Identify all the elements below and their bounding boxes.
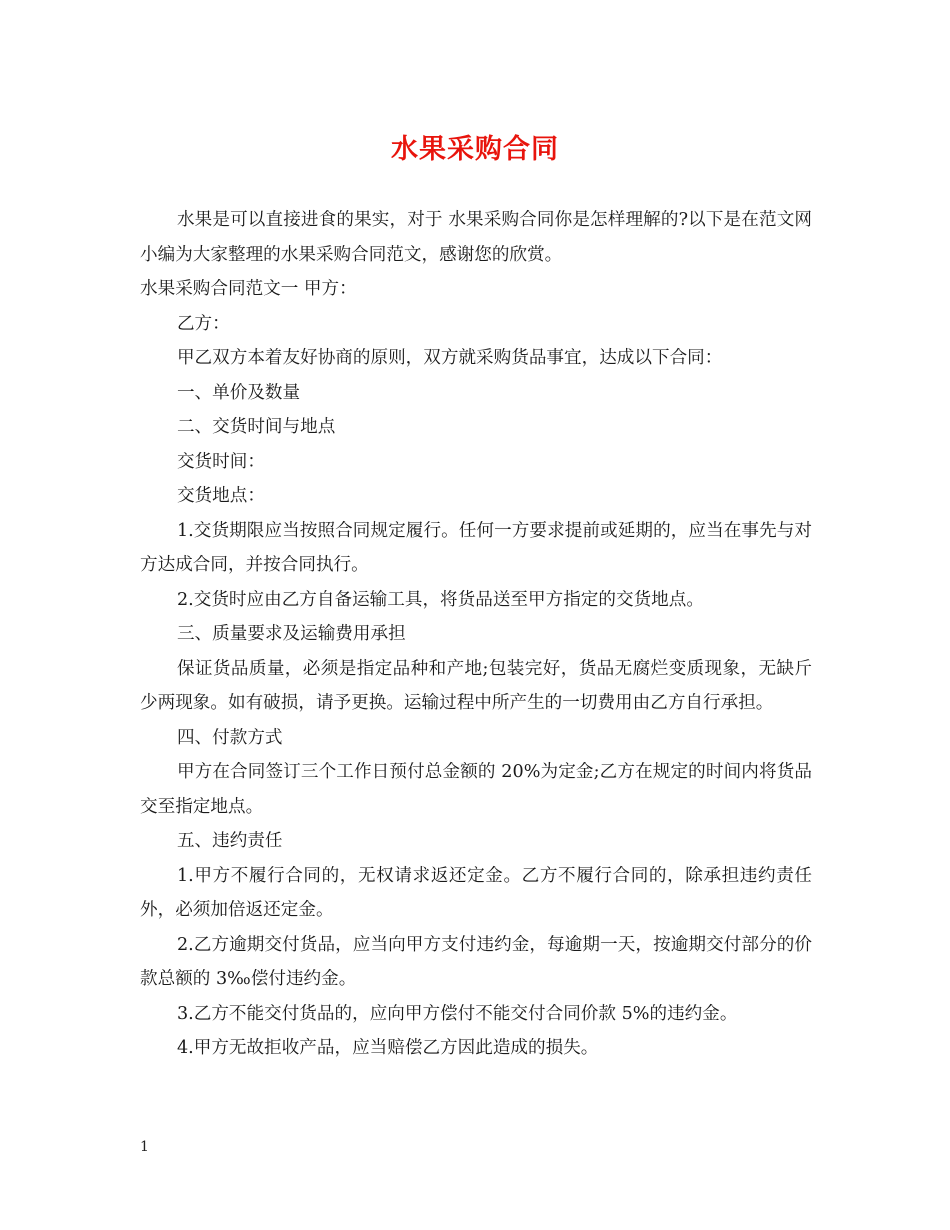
paragraph-liability-item-3: 3.乙方不能交付货品的，应向甲方偿付不能交付合同价款 5%的违约金。 <box>176 1003 738 1024</box>
section-heading-quality: 三、质量要求及运输费用承担 <box>176 624 406 644</box>
paragraph-liability-item-1: 1.甲方不履行合同的，无权请求返还定金。乙方不履行合同的，除承担违约责任外，必须加倍返还定金。 <box>140 865 812 920</box>
section-heading-delivery: 二、交货时间与地点 <box>176 417 336 437</box>
paragraph-liability-item-4: 4.甲方无故拒收产品，应当赔偿乙方因此造成的损失。 <box>176 1038 599 1058</box>
paragraph-agreement: 甲乙双方本着友好协商的原则，双方就采购货品事宜，达成以下合同： <box>176 348 723 368</box>
paragraph-delivery-item-1: 1.交货期限应当按照合同规定履行。任何一方要求提前或延期的，应当在事先与对方达成合同，并按合同执行。 <box>140 520 812 575</box>
page-number: 1 <box>140 1139 149 1155</box>
paragraph-delivery-time: 交货时间： <box>176 451 265 472</box>
document-body <box>140 203 812 1066</box>
paragraph-party-b: 乙方： <box>176 313 230 334</box>
paragraph-quality: 保证货品质量，必须是指定品种和产地;包装完好，货品无腐烂变质现象，无缺斤少两现象。如有破损，请予更换。运输过程中所产生的一切费用由乙方自行承担。 <box>140 658 812 713</box>
paragraph-intro: 水果是可以直接进食的果实，对于 水果采购合同你是怎样理解的?以下是在范文网小编为大家整理的水果采购合同范文，感谢您的欣赏。 <box>140 210 812 265</box>
paragraph-liability-item-2: 2.乙方逾期交付货品，应当向甲方支付违约金，每逾期一天，按逾期交付部分的价款总额的 3‰偿付违约金。 <box>140 934 812 989</box>
paragraph-payment: 甲方在合同签订三个工作日预付总金额的 20%为定金;乙方在规定的时间内将货品交至指定地点。 <box>140 762 812 817</box>
paragraph-delivery-item-2: 2.交货时应由乙方自备运输工具，将货品送至甲方指定的交货地点。 <box>176 589 704 610</box>
section-heading-payment: 四、付款方式 <box>176 727 283 748</box>
section-heading-liability: 五、违约责任 <box>176 831 283 851</box>
paragraph-party-a: 水果采购合同范文一 甲方： <box>140 279 357 299</box>
document-title: 水果采购合同 <box>391 134 559 165</box>
paragraph-delivery-place: 交货地点： <box>176 486 265 506</box>
section-heading-price: 一、单价及数量 <box>176 382 301 403</box>
